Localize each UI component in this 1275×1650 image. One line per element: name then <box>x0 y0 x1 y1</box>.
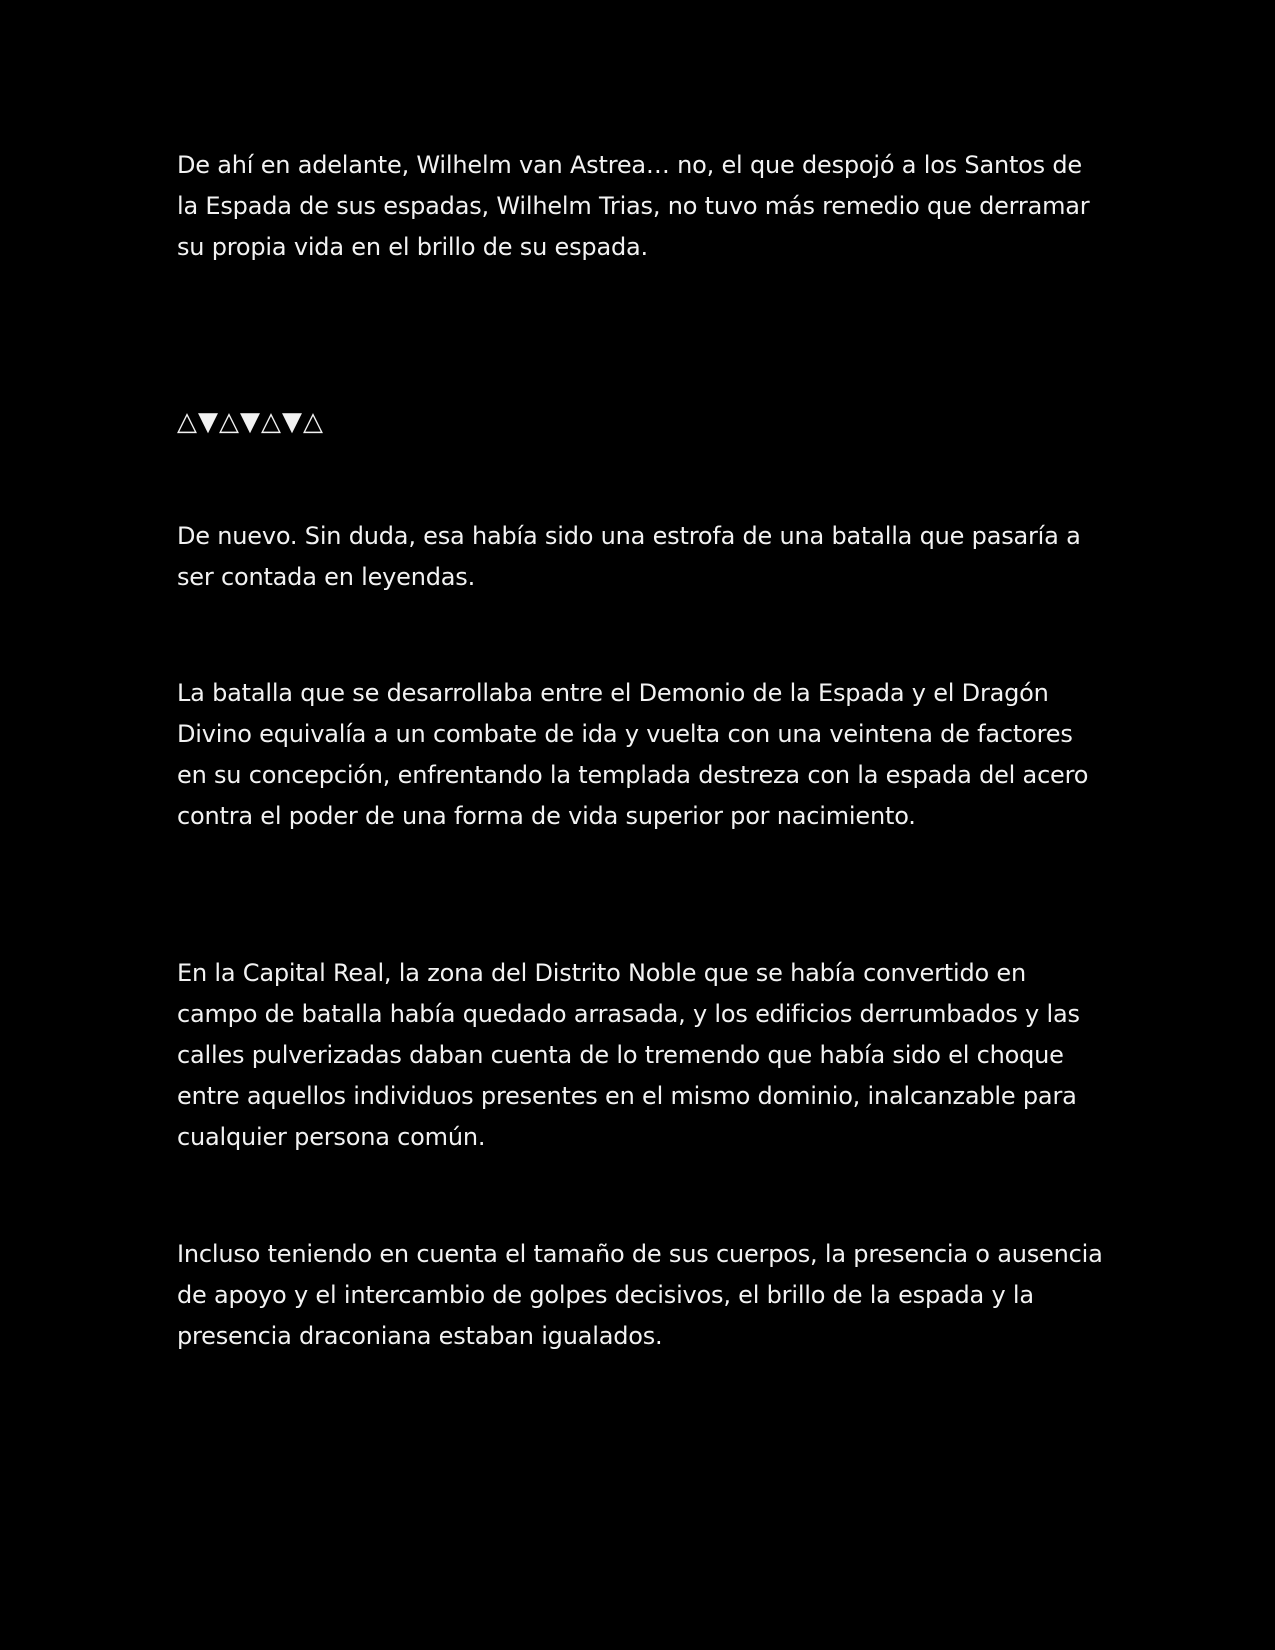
paragraph-1: De ahí en adelante, Wilhelm van Astrea… no, el que despojó a los Santos de la Espada de sus espadas, Wilhelm Trias, no tuvo más remedio que derramar su propia vida en el brillo de su espada. <box>177 151 1090 261</box>
paragraph-4: En la Capital Real, la zona del Distrito Noble que se había convertido en campo de batalla había quedado arrasada, y los edificios derrumbados y las calles pulverizadas daban cuenta de lo tremendo que había sido el choque entre aquellos individuos presentes en el mismo dominio, inalcanzable para cualquier persona común. <box>177 959 1080 1151</box>
scene-break-divider: △▼△▼△▼△ <box>177 407 324 437</box>
paragraph-3: La batalla que se desarrollaba entre el Demonio de la Espada y el Dragón Divino equivalía a un combate de ida y vuelta con una veintena de factores en su concepción, enfrentando la templada destreza con la espada del acero contra el poder de una forma de vida superior por nacimiento. <box>177 679 1089 830</box>
paragraph-5: Incluso teniendo en cuenta el tamaño de sus cuerpos, la presencia o ausencia de apoyo y el intercambio de golpes decisivos, el brillo de la espada y la presencia draconiana estaban igualados. <box>177 1240 1103 1350</box>
paragraph-2: De nuevo. Sin duda, esa había sido una estrofa de una batalla que pasaría a ser contada en leyendas. <box>177 522 1081 591</box>
